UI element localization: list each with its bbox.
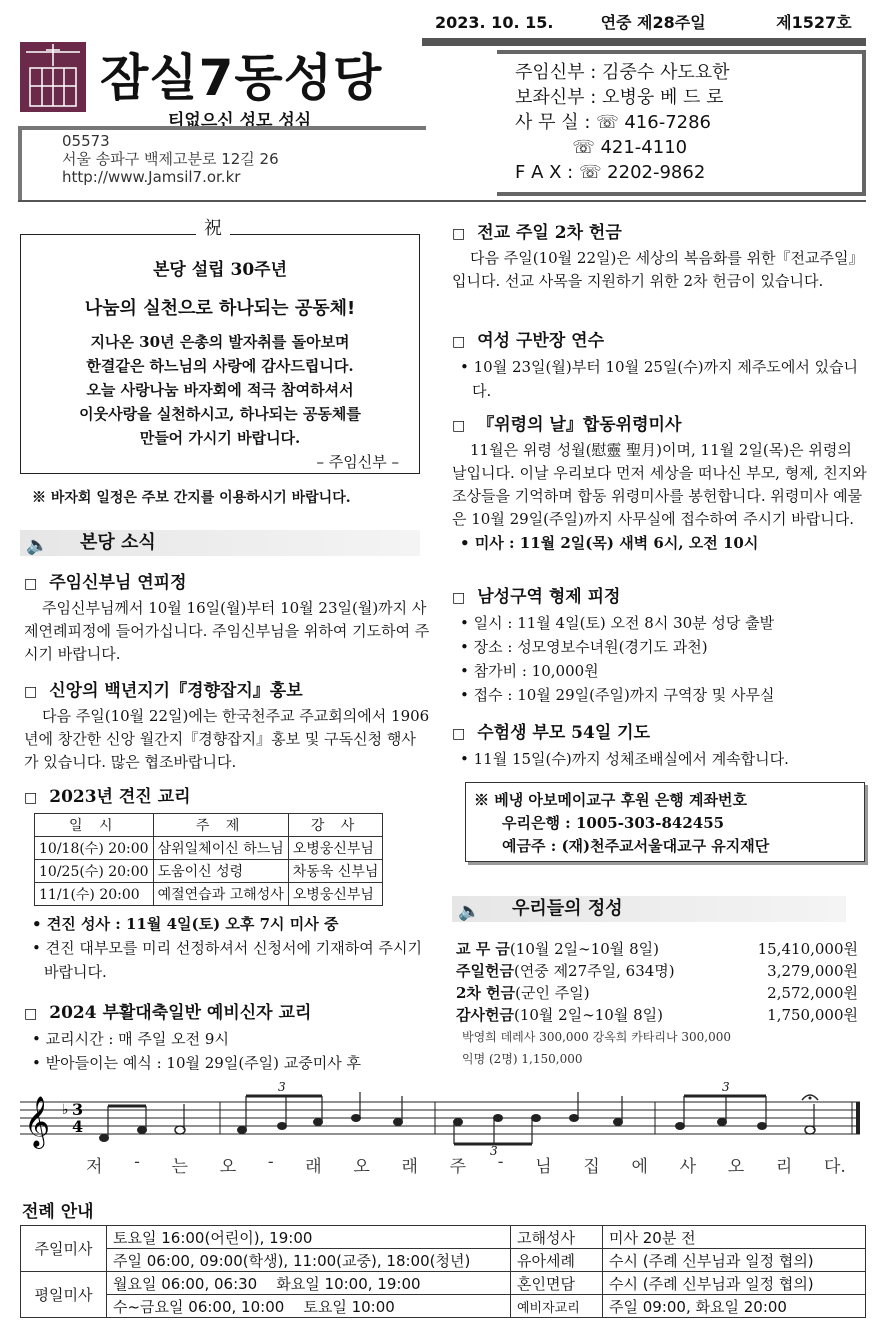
cell: 도움이신 성령: [153, 860, 288, 883]
men-title: □ 남성구역 형제 피정: [452, 582, 868, 607]
row-label: 평일미사: [21, 1272, 107, 1318]
cell: 수~금요일 06:00, 10:00 토요일 10:00: [107, 1295, 511, 1318]
bank-holder: 예금주 : (재)천주교서울대교구 유지재단: [502, 837, 770, 855]
hymn-lyrics: [86, 1152, 846, 1177]
offering-row: [456, 960, 858, 982]
offering-label: 주일헌금: [456, 962, 514, 980]
confirmation-section: [24, 782, 430, 984]
col-header: 주 제: [153, 814, 288, 837]
bullet: • 장소 : 성모영보수녀원(경기도 과천): [452, 635, 868, 659]
notice-line: 이웃사랑을 실천하시고, 하나되는 공동체를: [79, 405, 361, 423]
section-title: 우리들의 정성: [512, 898, 623, 919]
row-label: 주일미사: [21, 1226, 107, 1272]
bullet: • 미사 : 11월 2일(목) 새벽 6시, 오전 10시: [452, 531, 868, 555]
cell: 10/18(수) 20:00: [35, 837, 154, 860]
cell: 주일 09:00, 화요일 20:00: [603, 1295, 866, 1318]
svg-text:𝄞: 𝄞: [24, 1096, 51, 1147]
offering-amount: 15,410,000원: [757, 940, 858, 958]
bank-account: 우리은행 : 1005-303-842455: [502, 814, 725, 832]
lyric-syllable: 다.: [823, 1157, 846, 1177]
news-text: 다음 주일(10월 22일)에는 한국천주교 주교회의에서 1906년에 창간한 신앙 월간지『경향잡지』홍보 및 구독신청 행사가 있습니다. 많은 협조바랍니다.: [24, 707, 430, 771]
cell: 11/1(수) 20:00: [35, 883, 154, 906]
notice-line: 오늘 사랑나눔 바자회에 적극 참여하셔서: [86, 381, 354, 399]
cell: 삼위일체이신 하느님: [153, 837, 288, 860]
cell: 고해성사: [511, 1226, 603, 1249]
offering-detail: (10월 2일∼10월 8일): [509, 940, 659, 958]
bullet: • 일시 : 11월 4일(토) 오전 8시 30분 성당 출발: [452, 611, 868, 635]
lyric-syllable: 래: [401, 1157, 418, 1177]
bank-account-box: [465, 782, 865, 862]
confirmation-title: □ 2023년 견진 교리: [24, 782, 430, 807]
offering-row: [456, 982, 858, 1004]
street-address: 서울 송파구 백제고분로 12길 26: [62, 150, 279, 168]
liturgy-title: 전례 안내: [22, 1202, 94, 1222]
table-row: [35, 860, 383, 883]
section-title: 본당 소식: [80, 532, 156, 553]
table-row: [21, 1272, 866, 1295]
lyric-syllable: 오: [219, 1157, 237, 1177]
mission-title: □ 전교 주일 2차 헌금: [452, 218, 868, 243]
cell: 수시 (주례 신부님과 일정 협의): [603, 1249, 866, 1272]
notice-line: 한결같은 하느님의 사랑에 감사드립니다.: [86, 357, 354, 375]
issue-number: 제1527호: [776, 13, 852, 32]
contact-block: [515, 60, 730, 185]
top-bar: [422, 38, 866, 46]
col-header: 강 사: [288, 814, 383, 837]
offering-detail: (10월 2일∼10월 8일): [513, 1006, 663, 1024]
notice-line: 지나온 30년 은총의 발자취를 돌아보며: [90, 333, 350, 351]
offering-label: 감사헌금: [456, 1006, 514, 1024]
lyric-syllable: 는: [171, 1157, 188, 1177]
cell: 10/25(수) 20:00: [35, 860, 154, 883]
cell: 오병웅신부님: [288, 883, 383, 906]
triplet-mark: 3: [278, 1080, 286, 1094]
lyric-syllable: 집: [583, 1157, 600, 1177]
offering-detail: (연중 제27주일, 634명): [513, 962, 675, 980]
lyric-syllable: -: [497, 1152, 504, 1172]
women-title: □ 여성 구반장 연수: [452, 326, 868, 351]
memorial-mass: [452, 410, 868, 555]
bullet: • 받아들이는 예식 : 10월 29일(주일) 교중미사 후: [24, 1051, 430, 1075]
news-item: [24, 676, 430, 774]
table-row: [21, 1226, 866, 1249]
bullet: • 견진 성사 : 11월 4일(토) 오후 7시 미사 중: [24, 912, 430, 936]
bullet: • 접수 : 10월 29일(주일)까지 구역장 및 사무실: [452, 683, 868, 707]
offering-amount: 2,572,000원: [767, 984, 858, 1002]
offerings-list: [456, 938, 858, 1070]
anniversary-notice: [20, 234, 420, 474]
news-title: □ 신앙의 백년지기『경향잡지』홍보: [24, 676, 430, 701]
speaker-icon: 🔈: [26, 535, 49, 556]
section-parish-news: [20, 530, 420, 556]
lyric-syllable: 주: [449, 1157, 467, 1177]
fax-number: F A X : ☏ 2202-9862: [515, 162, 706, 183]
section-offerings: [452, 896, 846, 922]
triplet-mark: 3: [722, 1080, 730, 1094]
cell: 차동욱 신부님: [288, 860, 383, 883]
cell: 주일 06:00, 09:00(학생), 11:00(교중), 18:00(청년): [107, 1249, 511, 1272]
bank-title: ※ 베냉 아보메이교구 후원 은행 계좌번호: [474, 791, 747, 809]
donor-list: 박영희 데레사 300,000 강옥희 카타리나 300,000: [462, 1030, 732, 1044]
lyric-syllable: 사: [679, 1157, 696, 1177]
offering-amount: 1,750,000원: [767, 1006, 858, 1024]
table-row: [21, 1295, 866, 1318]
catechumen-section: [24, 998, 430, 1075]
address-block: [62, 132, 279, 186]
offering-label: 2차 헌금: [456, 984, 516, 1002]
church-patron: 티없으신 성모 성심: [168, 111, 312, 131]
table-row: [35, 883, 383, 906]
cell: 토요일 16:00(어린이), 19:00: [107, 1226, 511, 1249]
cell: 혼인면담: [511, 1272, 603, 1295]
cell: 미사 20분 전: [603, 1226, 866, 1249]
issue-date: 2023. 10. 15.: [435, 13, 554, 32]
header-divider: [18, 200, 866, 202]
triplet-mark: 3: [490, 1144, 498, 1158]
offering-detail: (군인 주일): [515, 984, 590, 1002]
lyric-syllable: 에: [631, 1157, 648, 1177]
lyric-syllable: 오: [353, 1157, 370, 1177]
liturgy-table: [20, 1225, 866, 1318]
offering-row: [456, 938, 858, 960]
donor-list: 익명 (2명) 1,150,000: [462, 1052, 583, 1066]
celebration-icon: 祝: [196, 214, 230, 242]
table-row: [35, 837, 383, 860]
cell: 오병웅신부님: [288, 837, 383, 860]
svg-text:4: 4: [72, 1117, 84, 1136]
lyric-syllable: 오: [727, 1157, 745, 1177]
mission-sunday: [452, 218, 868, 293]
bullet: • 참가비 : 10,000원: [452, 659, 868, 683]
pastor-name: 주임신부 : 김중수 사도요한: [515, 62, 730, 83]
office-phone-2: ☏ 421-4110: [515, 137, 688, 158]
office-phone: 사 무 실 : ☏ 416-7286: [515, 112, 712, 133]
news-title: □ 주임신부님 연피정: [24, 568, 430, 593]
notice-title: 본당 설립 30주년: [152, 260, 288, 280]
offering-label: 교 무 금: [456, 940, 510, 958]
bullet: • 11월 15일(수)까지 성체조배실에서 계속합니다.: [452, 747, 868, 771]
lyric-syllable: -: [134, 1152, 140, 1172]
svg-text:♭: ♭: [62, 1102, 69, 1118]
assistant-pastor-name: 보좌신부 : 오병웅 베 드 로: [515, 87, 724, 108]
postal-code: 05573: [62, 132, 110, 150]
liturgical-week: 연중 제28주일: [600, 13, 706, 32]
lyric-syllable: 님: [535, 1157, 552, 1177]
bazaar-note: ※ 바자회 일정은 주보 간지를 이용하시기 바랍니다.: [32, 490, 351, 506]
exam-title: □ 수험생 부모 54일 기도: [452, 718, 868, 743]
cell: 유아세례: [511, 1249, 603, 1272]
news-text: 주임신부님께서 10월 16일(월)부터 10월 23일(월)까지 사제연례피정에 들어가십니다. 주임신부님을 위하여 기도하여 주시기 바랍니다.: [24, 599, 430, 663]
exam-prayer: [452, 718, 868, 771]
cell: 수시 (주례 신부님과 일정 협의): [603, 1272, 866, 1295]
col-header: 일 시: [35, 814, 154, 837]
table-row: [21, 1249, 866, 1272]
notice-signature: – 주임신부 –: [316, 453, 399, 471]
bullet: • 교리시간 : 매 주일 오전 9시: [24, 1027, 430, 1051]
lyric-syllable: 저: [86, 1157, 103, 1177]
offering-amount: 3,279,000원: [767, 962, 858, 980]
notice-headline: 나눔의 실천으로 하나되는 공동체!: [84, 298, 356, 319]
lyric-syllable: -: [267, 1152, 274, 1172]
women-training: [452, 326, 868, 403]
news-item: [24, 568, 430, 666]
cell: 예비자교리: [511, 1295, 603, 1318]
catechumen-title: □ 2024 부활대축일반 예비신자 교리: [24, 998, 430, 1023]
notice-body: [21, 330, 419, 450]
bullet: • 견진 대부모를 미리 선정하셔서 신청서에 기재하여 주시기 바랍니다.: [24, 936, 430, 984]
confirmation-table: [34, 813, 383, 906]
issue-info: [435, 10, 852, 33]
church-name: 잠실7동성당: [100, 49, 383, 107]
staff-notation: [20, 1082, 866, 1152]
speaker-icon: 🔈: [458, 901, 481, 922]
website-link[interactable]: http://www.Jamsil7.or.kr: [62, 168, 241, 186]
lyric-syllable: 리: [775, 1157, 793, 1177]
lyric-syllable: 래: [305, 1157, 322, 1177]
church-logo: [20, 42, 86, 112]
cell: 예절연습과 고해성사: [153, 883, 288, 906]
bullet: • 10월 23일(월)부터 10월 25일(수)까지 제주도에서 있습니다.: [452, 355, 868, 403]
memorial-text: 11월은 위령 성월(慰靈 聖月)이며, 11월 2일(목)은 위령의 날입니다. 이날 우리보다 먼저 세상을 떠나신 부모, 형제, 친지와 조상들을 기억하며 합동 위령미사를 봉헌합니다. 위령미사 예물은 10월 29일(주일)까지 사무실에 접수하여 주시기 바랍니다.: [452, 441, 867, 528]
offering-row: [456, 1004, 858, 1026]
mission-text: 다음 주일(10월 22일)은 세상의 복음화를 위한『전교주일』입니다. 선교 사목을 지원하기 위한 2차 헌금이 있습니다.: [452, 249, 864, 290]
notice-line: 만들어 가시기 바랍니다.: [139, 429, 301, 447]
memorial-title: □ 『위령의 날』합동위령미사: [452, 410, 868, 435]
svg-text:3: 3: [72, 1100, 84, 1119]
cell: 월요일 06:00, 06:30 화요일 10:00, 19:00: [107, 1272, 511, 1295]
men-retreat: [452, 582, 868, 707]
